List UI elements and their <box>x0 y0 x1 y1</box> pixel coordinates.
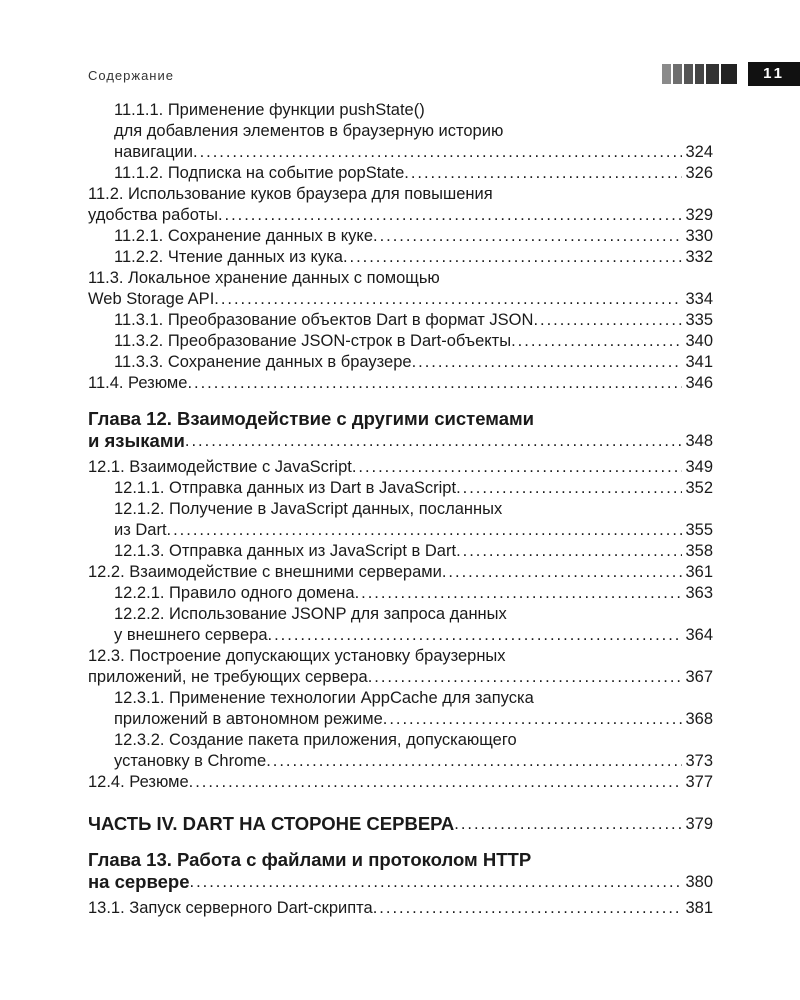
toc-entry-text: 12.3. Построение допускающих установку браузерных <box>88 647 506 665</box>
toc-page-number: 368 <box>685 710 713 728</box>
toc-page-number: 379 <box>685 815 713 833</box>
chapter-heading-text: и языками <box>88 430 185 451</box>
chapter-entry <box>88 430 713 452</box>
toc-page-number: 364 <box>685 626 713 644</box>
toc-page-number: 330 <box>685 227 713 245</box>
toc-page-number: 335 <box>685 311 713 329</box>
spacer <box>88 835 713 849</box>
chapter-heading: Глава 13. Работа с файлами и протоколом HTTP <box>88 849 532 870</box>
decorative-bars <box>662 64 739 84</box>
leader-dots <box>343 247 683 268</box>
part-entry <box>88 813 713 835</box>
toc-entry <box>88 142 713 163</box>
bar-stripe <box>684 64 693 84</box>
toc-entry-text: приложений, не требующих сервера <box>88 668 368 686</box>
toc-entry-text: 11.1.1. Применение функции pushState() <box>114 101 425 119</box>
toc-page-number: 358 <box>685 542 713 560</box>
toc-entry-text: 11.3.3. Сохранение данных в браузере <box>114 353 412 371</box>
toc-entry-text: 12.1.2. Получение в JavaScript данных, посланных <box>114 500 503 518</box>
toc-entry <box>88 352 713 373</box>
table-of-contents <box>88 100 713 919</box>
toc-entry-text: 13.1. Запуск серверного Dart-скрипта <box>88 899 373 917</box>
toc-entry <box>88 625 713 646</box>
toc-entry-text: 12.3.1. Применение технологии AppCache для запуска <box>114 689 534 707</box>
leader-dots <box>373 226 682 247</box>
toc-page-number: 329 <box>685 206 713 224</box>
bar-stripe <box>706 64 719 84</box>
toc-entry <box>88 667 713 688</box>
toc-page-number: 355 <box>685 521 713 539</box>
leader-dots <box>193 142 682 163</box>
toc-entry-text: 11.3.1. Преобразование объектов Dart в формат JSON <box>114 311 534 329</box>
toc-entry-text: навигации <box>114 143 193 161</box>
bar-stripe <box>662 64 671 84</box>
toc-entry-text: установку в Chrome <box>114 752 267 770</box>
toc-entry-text: 11.2. Использование куков браузера для повышения <box>88 185 493 203</box>
leader-dots <box>454 813 682 835</box>
leader-dots <box>266 751 682 772</box>
toc-entry-text: приложений в автономном режиме <box>114 710 383 728</box>
toc-entry-text: 11.4. Резюме <box>88 374 188 392</box>
toc-page-number: 367 <box>685 668 713 686</box>
leader-dots <box>442 562 683 583</box>
toc-page-number: 340 <box>685 332 713 350</box>
toc-page-number: 349 <box>685 458 713 476</box>
spacer <box>88 793 713 813</box>
toc-entry <box>88 541 713 562</box>
toc-entry <box>88 310 713 331</box>
toc-page-number: 363 <box>685 584 713 602</box>
toc-entry <box>88 205 713 226</box>
leader-dots <box>404 163 682 184</box>
leader-dots <box>218 205 683 226</box>
leader-dots <box>268 625 683 646</box>
toc-page-number: 332 <box>685 248 713 266</box>
chapter-heading-text: на сервере <box>88 871 190 892</box>
leader-dots <box>355 583 683 604</box>
toc-entry-text: 12.2.1. Правило одного домена <box>114 584 355 602</box>
leader-dots <box>352 457 683 478</box>
page-header <box>88 62 785 84</box>
leader-dots <box>167 520 683 541</box>
toc-entry <box>88 562 713 583</box>
toc-page-number: 373 <box>685 752 713 770</box>
leader-dots <box>456 478 682 499</box>
bar-stripe <box>673 64 682 84</box>
toc-page-number: 381 <box>685 899 713 917</box>
leader-dots <box>511 331 682 352</box>
toc-page-number: 341 <box>685 353 713 371</box>
leader-dots <box>412 352 683 373</box>
toc-entry <box>88 457 713 478</box>
toc-entry <box>88 898 713 919</box>
page-number: 11 <box>748 62 800 86</box>
toc-entry <box>88 583 713 604</box>
toc-page-number: 377 <box>685 773 713 791</box>
toc-entry <box>88 751 713 772</box>
toc-entry-text: 12.1. Взаимодействие с JavaScript <box>88 458 352 476</box>
toc-entry <box>88 709 713 730</box>
toc-entry-text: из Dart <box>114 521 167 539</box>
leader-dots <box>373 898 683 919</box>
toc-entry <box>88 373 713 394</box>
toc-entry <box>88 289 713 310</box>
part-heading-text: ЧАСТЬ IV. DART НА СТОРОНЕ СЕРВЕРА <box>88 813 455 834</box>
toc-page-number: 346 <box>685 374 713 392</box>
leader-dots <box>185 430 683 452</box>
toc-entry-text: 11.2.1. Сохранение данных в куке <box>114 227 374 245</box>
toc-entry-text: 11.2.2. Чтение данных из кука <box>114 248 343 266</box>
toc-entry-text: 11.1.2. Подписка на событие popState <box>114 164 405 182</box>
toc-entry-text: 11.3. Локальное хранение данных с помощью <box>88 269 440 287</box>
toc-page-number: 380 <box>685 873 713 891</box>
leader-dots <box>383 709 683 730</box>
toc-entry <box>88 772 713 793</box>
toc-page-number: 361 <box>685 563 713 581</box>
toc-page-number: 324 <box>685 143 713 161</box>
leader-dots <box>456 541 682 562</box>
toc-entry-text: удобства работы <box>88 206 218 224</box>
toc-page-number: 352 <box>685 479 713 497</box>
bar-stripe <box>695 64 704 84</box>
toc-entry-text: 12.4. Резюме <box>88 773 189 791</box>
leader-dots <box>189 772 683 793</box>
running-head: Содержание <box>88 68 174 83</box>
toc-entry-text: для добавления элементов в браузерную историю <box>114 122 504 140</box>
toc-entry <box>88 226 713 247</box>
toc-page-number: 326 <box>685 164 713 182</box>
toc-page-number: 334 <box>685 290 713 308</box>
toc-entry <box>88 520 713 541</box>
leader-dots <box>533 310 682 331</box>
bar-stripe <box>721 64 737 84</box>
leader-dots <box>187 373 682 394</box>
toc-entry-text: 12.2. Взаимодействие с внешними серверами <box>88 563 442 581</box>
toc-page-number: 348 <box>685 432 713 450</box>
leader-dots <box>190 871 683 893</box>
chapter-entry <box>88 871 713 893</box>
toc-entry-text: 12.3.2. Создание пакета приложения, допускающего <box>114 731 517 749</box>
chapter-heading: Глава 12. Взаимодействие с другими системами <box>88 408 535 429</box>
leader-dots <box>214 289 682 310</box>
toc-entry-text: 11.3.2. Преобразование JSON-строк в Dart-объекты <box>114 332 512 350</box>
toc-entry-text: 12.1.3. Отправка данных из JavaScript в Dart <box>114 542 457 560</box>
toc-entry-text: 12.2.2. Использование JSONP для запроса данных <box>114 605 507 623</box>
toc-entry-text: 12.1.1. Отправка данных из Dart в JavaScript <box>114 479 457 497</box>
toc-entry <box>88 247 713 268</box>
toc-entry <box>88 163 713 184</box>
spacer <box>88 394 713 408</box>
leader-dots <box>368 667 683 688</box>
toc-entry <box>88 331 713 352</box>
toc-entry-text: у внешнего сервера <box>114 626 268 644</box>
toc-entry-text: Web Storage API <box>88 290 215 308</box>
toc-entry <box>88 478 713 499</box>
